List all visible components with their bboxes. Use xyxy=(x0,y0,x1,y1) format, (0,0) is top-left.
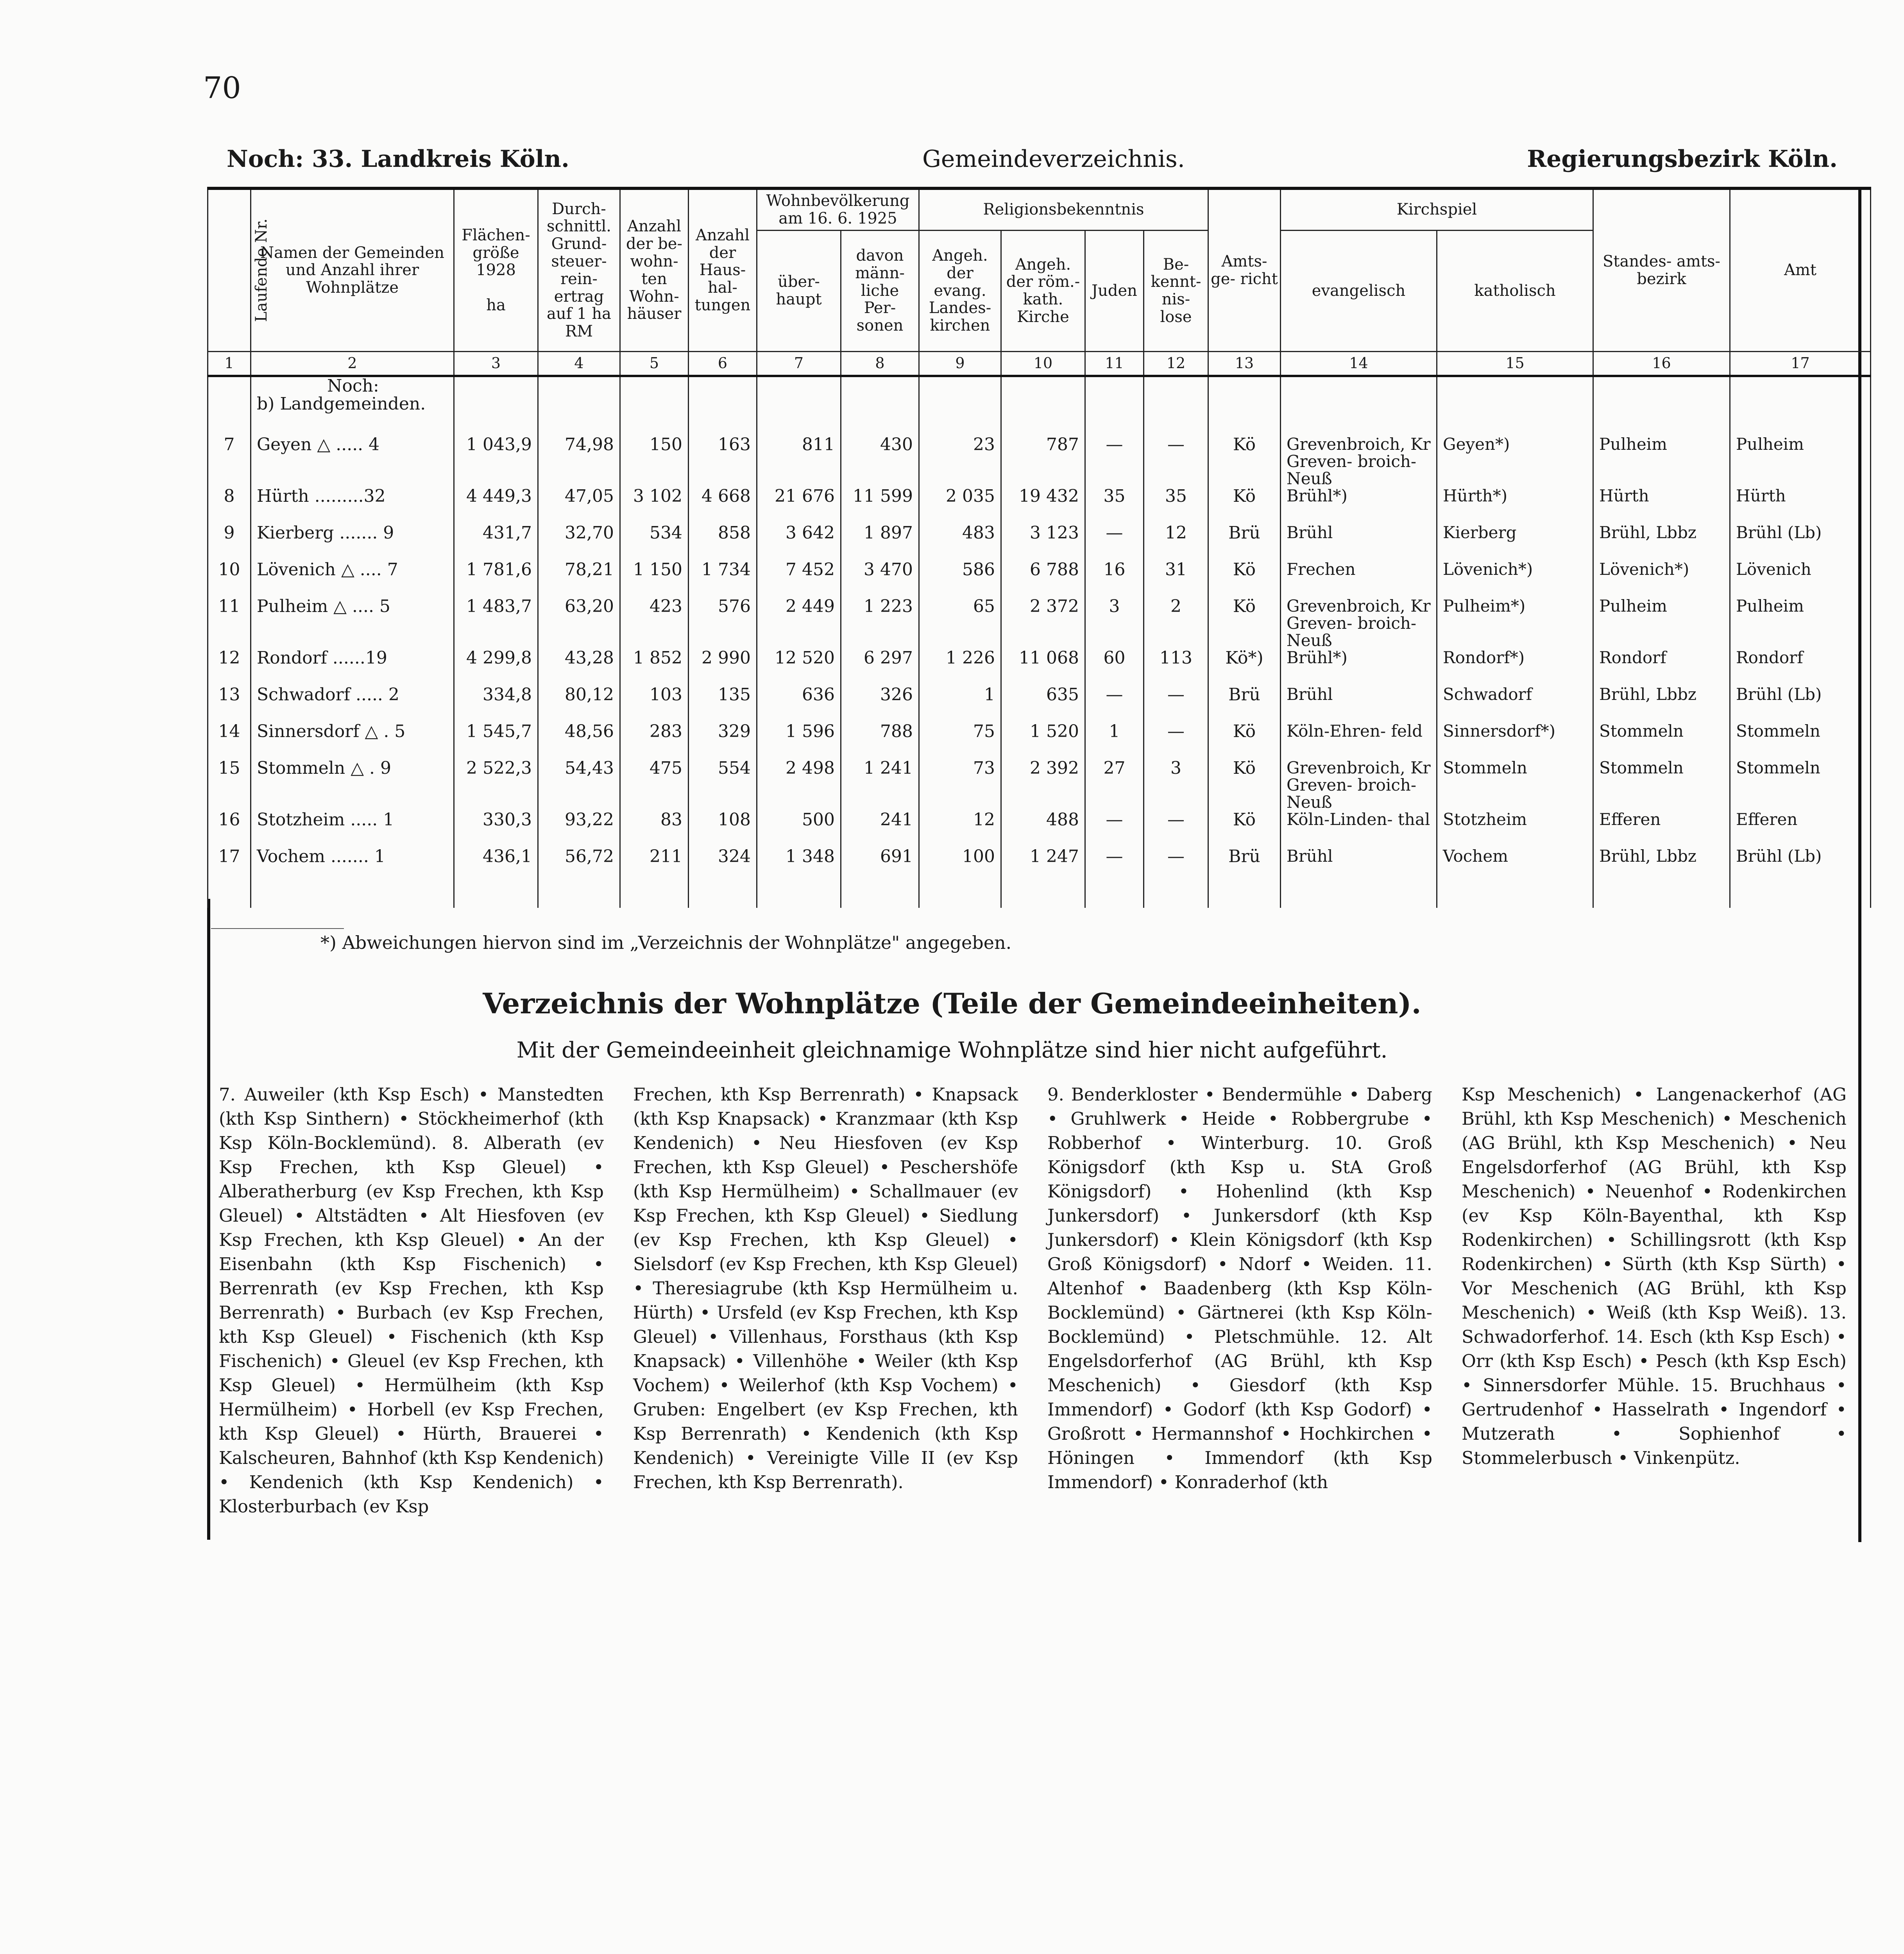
protestants: 100 xyxy=(919,848,1001,884)
protestant-parish: Grevenbroich, Kr Greven- broich-Neuß xyxy=(1281,436,1437,487)
row-number: 10 xyxy=(208,561,251,598)
jews: 16 xyxy=(1085,561,1144,598)
catholic-parish: Stotzheim xyxy=(1437,811,1593,848)
area: 4 449,3 xyxy=(454,487,538,524)
hdr-amtsgericht: Amts- ge- richt xyxy=(1208,188,1281,351)
area: 2 522,3 xyxy=(454,759,538,811)
hdr-grundsteuer: Durch- schnittl. Grund- steuer- rein- ertrag auf 1 ha RM xyxy=(538,188,620,351)
colnum: 4 xyxy=(538,351,620,376)
protestant-parish: Brühl xyxy=(1281,524,1437,561)
registry-district: Lövenich*) xyxy=(1593,561,1730,598)
hdr-evangelisch: evangelisch xyxy=(1281,230,1437,351)
non-denominational: 2 xyxy=(1144,598,1208,649)
office: Brühl (Lb) xyxy=(1730,848,1871,884)
municipality-name: Geyen △ ..... 4 xyxy=(251,436,454,487)
catholic-parish: Stommeln xyxy=(1437,759,1593,811)
colnum: 2 xyxy=(251,351,454,376)
district-court: Kö xyxy=(1208,436,1281,487)
office: Hürth xyxy=(1730,487,1871,524)
households: 324 xyxy=(689,848,757,884)
district-court: Kö xyxy=(1208,759,1281,811)
directory-column-3: 9. Benderkloster • Bendermühle • Daberg • Gruhlwerk • Heide • Robbergrube • Robberhof • Winterburg. 10. Groß Königsdorf (kth Ksp u. StA Groß Königsdorf) • Hohenlind (kth Ksp Junkersdorf) • Junkersdorf (kth Ksp Junkersdorf) • Klein Königsdorf (kth Ksp Groß Königsdorf) • Ndorf • Weiden. 11. Altenhof • Baadenberg (kth Ksp Köln-Bocklemünd) • Gärtnerei (kth Ksp Köln-Bocklemünd) • Pletschmühle. 12. Alt Engelsdorferhof (AG Brühl, kth Ksp Meschenich) • Giesdorf (kth Ksp Immendorf) • Godorf (kth Ksp Godorf) • Großrott • Hermannshof • Hochkirchen • Höningen • Immendorf (kth Ksp Immendorf) • Konraderhof (kth xyxy=(1047,1084,1432,1492)
row-number: 14 xyxy=(208,723,251,759)
hdr-bekenntnislose: Be- kennt- nis- lose xyxy=(1144,230,1208,351)
district-court: Brü xyxy=(1208,686,1281,723)
catholics: 6 788 xyxy=(1001,561,1085,598)
row-number: 17 xyxy=(208,848,251,884)
jews: — xyxy=(1085,436,1144,487)
header-left: Noch: 33. Landkreis Köln. xyxy=(227,145,569,173)
colnum: 7 xyxy=(757,351,841,376)
colnum: 6 xyxy=(689,351,757,376)
table-row xyxy=(208,848,1871,884)
area: 1 483,7 xyxy=(454,598,538,649)
hdr-ueberhaupt: über- haupt xyxy=(757,230,841,351)
protestants: 23 xyxy=(919,436,1001,487)
district-court: Brü xyxy=(1208,848,1281,884)
registry-district: Hürth xyxy=(1593,487,1730,524)
row-number: 7 xyxy=(208,436,251,487)
district-court: Kö xyxy=(1208,487,1281,524)
hdr-haushaltungen: Anzahl der Haus- hal- tungen xyxy=(689,188,757,351)
catholics: 2 372 xyxy=(1001,598,1085,649)
colnum: 9 xyxy=(919,351,1001,376)
protestants: 483 xyxy=(919,524,1001,561)
jews: 1 xyxy=(1085,723,1144,759)
hdr-wohnhaeuser: Anzahl der be- wohn- ten Wohn- häuser xyxy=(620,188,689,351)
houses: 83 xyxy=(620,811,689,848)
row-number: 11 xyxy=(208,598,251,649)
section-label: b) Landgemeinden. xyxy=(257,394,426,414)
male-population: 1 223 xyxy=(841,598,919,649)
table-row xyxy=(208,649,1871,686)
protestant-parish: Grevenbroich, Kr Greven- broich-Neuß xyxy=(1281,598,1437,649)
table-row xyxy=(208,436,1871,487)
municipality-name: Kierberg ....... 9 xyxy=(251,524,454,561)
male-population: 11 599 xyxy=(841,487,919,524)
area: 436,1 xyxy=(454,848,538,884)
households: 554 xyxy=(689,759,757,811)
table-row xyxy=(208,686,1871,723)
protestant-parish: Brühl xyxy=(1281,848,1437,884)
header-right: Regierungsbezirk Köln. xyxy=(1527,145,1838,173)
colnum: 10 xyxy=(1001,351,1085,376)
protestant-parish: Frechen xyxy=(1281,561,1437,598)
office: Brühl (Lb) xyxy=(1730,686,1871,723)
registry-district: Brühl, Lbbz xyxy=(1593,524,1730,561)
protestants: 65 xyxy=(919,598,1001,649)
registry-district: Pulheim xyxy=(1593,436,1730,487)
hdr-religion: Religionsbekenntnis xyxy=(919,188,1208,230)
hdr-laufende-nr: Laufende Nr. xyxy=(208,188,251,351)
tax-yield: 80,12 xyxy=(538,686,620,723)
colnum: 5 xyxy=(620,351,689,376)
row-number: 13 xyxy=(208,686,251,723)
office: Efferen xyxy=(1730,811,1871,848)
colnum: 16 xyxy=(1593,351,1730,376)
jews: 3 xyxy=(1085,598,1144,649)
male-population: 1 241 xyxy=(841,759,919,811)
houses: 103 xyxy=(620,686,689,723)
directory-column-4: Ksp Meschenich) • Langenackerhof (AG Brühl, kth Ksp Meschenich) • Meschenich (AG Brühl, kth Ksp Meschenich) • Neu Engelsdorferhof (AG Brühl, kth Ksp Meschenich) • Neuenhof • Rodenkirchen (ev Ksp Köln-Bayenthal, kth Ksp Rodenkirchen) • Schillingsrott (kth Ksp Rodenkirchen) • Sürth (kth Ksp Sürth) • Vor Meschenich (AG Brühl, kth Ksp Meschenich) • Weiß (kth Ksp Weiß). 13. Schwadorferhof. 14. Esch (kth Ksp Esch) • Orr (kth Ksp Esch) • Pesch (kth Ksp Esch) • Sinnersdorfer Mühle. 15. Bruchhaus • Gertrudenhof • Hasselrath • Ingendorf • Mutzerath • Sophienhof • Stommelerbusch • Vinkenpütz. xyxy=(1462,1084,1847,1468)
office: Pulheim xyxy=(1730,436,1871,487)
population: 500 xyxy=(757,811,841,848)
male-population: 788 xyxy=(841,723,919,759)
tax-yield: 54,43 xyxy=(538,759,620,811)
households: 329 xyxy=(689,723,757,759)
municipality-name: Hürth .........32 xyxy=(251,487,454,524)
population: 811 xyxy=(757,436,841,487)
tax-yield: 63,20 xyxy=(538,598,620,649)
colnum: 1 xyxy=(208,351,251,376)
jews: — xyxy=(1085,686,1144,723)
jews: — xyxy=(1085,524,1144,561)
registry-district: Stommeln xyxy=(1593,759,1730,811)
municipality-name: Sinnersdorf △ . 5 xyxy=(251,723,454,759)
tax-yield: 78,21 xyxy=(538,561,620,598)
area: 1 545,7 xyxy=(454,723,538,759)
hdr-wohnbevoelkerung: Wohnbevölkerung am 16. 6. 1925 xyxy=(757,188,919,230)
households: 163 xyxy=(689,436,757,487)
tax-yield: 93,22 xyxy=(538,811,620,848)
table-row xyxy=(208,598,1871,649)
tax-yield: 48,56 xyxy=(538,723,620,759)
protestant-parish: Brühl xyxy=(1281,686,1437,723)
jews: — xyxy=(1085,848,1144,884)
district-court: Kö xyxy=(1208,598,1281,649)
hdr-kirchspiel: Kirchspiel xyxy=(1281,188,1593,230)
non-denominational: 3 xyxy=(1144,759,1208,811)
catholics: 488 xyxy=(1001,811,1085,848)
non-denominational: 113 xyxy=(1144,649,1208,686)
protestant-parish: Köln-Ehren- feld xyxy=(1281,723,1437,759)
protestant-parish: Brühl*) xyxy=(1281,487,1437,524)
catholic-parish: Schwadorf xyxy=(1437,686,1593,723)
population: 1 348 xyxy=(757,848,841,884)
catholics: 635 xyxy=(1001,686,1085,723)
area: 330,3 xyxy=(454,811,538,848)
colnum: 8 xyxy=(841,351,919,376)
houses: 3 102 xyxy=(620,487,689,524)
non-denominational: 35 xyxy=(1144,487,1208,524)
section-pre: Noch: xyxy=(327,376,379,396)
hdr-juden: Juden xyxy=(1085,230,1144,351)
protestants: 1 xyxy=(919,686,1001,723)
area: 1 781,6 xyxy=(454,561,538,598)
directory-subtitle: Mit der Gemeindeeinheit gleichnamige Wohnplätze sind hier nicht aufgeführt. xyxy=(516,1038,1388,1063)
population: 21 676 xyxy=(757,487,841,524)
office: Stommeln xyxy=(1730,759,1871,811)
male-population: 241 xyxy=(841,811,919,848)
registry-district: Pulheim xyxy=(1593,598,1730,649)
households: 108 xyxy=(689,811,757,848)
jews: 27 xyxy=(1085,759,1144,811)
houses: 283 xyxy=(620,723,689,759)
jews: 60 xyxy=(1085,649,1144,686)
district-court: Brü xyxy=(1208,524,1281,561)
non-denominational: 31 xyxy=(1144,561,1208,598)
office: Pulheim xyxy=(1730,598,1871,649)
catholics: 1 247 xyxy=(1001,848,1085,884)
protestants: 2 035 xyxy=(919,487,1001,524)
jews: — xyxy=(1085,811,1144,848)
municipality-name: Stotzheim ..... 1 xyxy=(251,811,454,848)
colnum: 11 xyxy=(1085,351,1144,376)
office: Brühl (Lb) xyxy=(1730,524,1871,561)
area: 431,7 xyxy=(454,524,538,561)
municipality-name: Rondorf ......19 xyxy=(251,649,454,686)
row-number: 12 xyxy=(208,649,251,686)
protestant-parish: Grevenbroich, Kr Greven- broich-Neuß xyxy=(1281,759,1437,811)
registry-district: Efferen xyxy=(1593,811,1730,848)
houses: 475 xyxy=(620,759,689,811)
catholic-parish: Sinnersdorf*) xyxy=(1437,723,1593,759)
area: 1 043,9 xyxy=(454,436,538,487)
population: 3 642 xyxy=(757,524,841,561)
catholic-parish: Geyen*) xyxy=(1437,436,1593,487)
population: 12 520 xyxy=(757,649,841,686)
tax-yield: 47,05 xyxy=(538,487,620,524)
table-row xyxy=(208,723,1871,759)
municipality-name: Pulheim △ .... 5 xyxy=(251,598,454,649)
table-row xyxy=(208,561,1871,598)
registry-district: Brühl, Lbbz xyxy=(1593,848,1730,884)
protestants: 12 xyxy=(919,811,1001,848)
office: Rondorf xyxy=(1730,649,1871,686)
colnum: 17 xyxy=(1730,351,1871,376)
population: 2 449 xyxy=(757,598,841,649)
male-population: 691 xyxy=(841,848,919,884)
colnum: 13 xyxy=(1208,351,1281,376)
office: Lövenich xyxy=(1730,561,1871,598)
tax-yield: 32,70 xyxy=(538,524,620,561)
hdr-flaeche: Flächen- größe 1928 ha xyxy=(454,188,538,351)
directory-title: Verzeichnis der Wohnplätze (Teile der Gemeindeeinheiten). xyxy=(483,987,1421,1020)
male-population: 1 897 xyxy=(841,524,919,561)
hdr-evang: Angeh. der evang. Landes- kirchen xyxy=(919,230,1001,351)
district-court: Kö xyxy=(1208,561,1281,598)
catholic-parish: Pulheim*) xyxy=(1437,598,1593,649)
hdr-standesamt: Standes- amts- bezirk xyxy=(1593,188,1730,351)
non-denominational: — xyxy=(1144,811,1208,848)
table-row xyxy=(208,759,1871,811)
non-denominational: — xyxy=(1144,686,1208,723)
protestants: 75 xyxy=(919,723,1001,759)
municipality-table xyxy=(207,187,1871,908)
district-court: Kö*) xyxy=(1208,649,1281,686)
area: 334,8 xyxy=(454,686,538,723)
colnum: 14 xyxy=(1281,351,1437,376)
households: 135 xyxy=(689,686,757,723)
households: 1 734 xyxy=(689,561,757,598)
district-court: Kö xyxy=(1208,723,1281,759)
table-row xyxy=(208,811,1871,848)
houses: 1 150 xyxy=(620,561,689,598)
registry-district: Brühl, Lbbz xyxy=(1593,686,1730,723)
catholics: 19 432 xyxy=(1001,487,1085,524)
non-denominational: 12 xyxy=(1144,524,1208,561)
colnum: 15 xyxy=(1437,351,1593,376)
row-number: 8 xyxy=(208,487,251,524)
protestant-parish: Brühl*) xyxy=(1281,649,1437,686)
male-population: 326 xyxy=(841,686,919,723)
municipality-name: Vochem ....... 1 xyxy=(251,848,454,884)
footnote: *) Abweichungen hiervon sind im „Verzeichnis der Wohnplätze" angegeben. xyxy=(320,932,1012,953)
hdr-amt: Amt xyxy=(1730,188,1871,351)
colnum: 12 xyxy=(1144,351,1208,376)
tax-yield: 74,98 xyxy=(538,436,620,487)
table-body xyxy=(208,376,1871,908)
hdr-maennlich: davon männ- liche Per- sonen xyxy=(841,230,919,351)
male-population: 430 xyxy=(841,436,919,487)
population: 636 xyxy=(757,686,841,723)
population: 7 452 xyxy=(757,561,841,598)
registry-district: Rondorf xyxy=(1593,649,1730,686)
catholic-parish: Hürth*) xyxy=(1437,487,1593,524)
row-number: 15 xyxy=(208,759,251,811)
houses: 211 xyxy=(620,848,689,884)
catholics: 11 068 xyxy=(1001,649,1085,686)
catholic-parish: Lövenich*) xyxy=(1437,561,1593,598)
catholic-parish: Rondorf*) xyxy=(1437,649,1593,686)
protestants: 1 226 xyxy=(919,649,1001,686)
colnum: 3 xyxy=(454,351,538,376)
directory-column-2: Frechen, kth Ksp Berrenrath) • Knapsack (kth Ksp Knapsack) • Kranzmaar (kth Ksp Kendenich) • Neu Hiesfoven (ev Ksp Frechen, kth Ksp Gleuel) • Peschershöfe (kth Ksp Hermülheim) • Schallmauer (ev Ksp Frechen, kth Ksp Gleuel) • Siedlung (ev Ksp Frechen, kth Ksp Gleuel) • Sielsdorf (ev Ksp Frechen, kth Ksp Gleuel) • Theresiagrube (kth Ksp Hermülheim u. Hürth) • Ursfeld (ev Ksp Frechen, kth Ksp Gleuel) • Villenhaus, Forsthaus (kth Ksp Knapsack) • Villenhöhe • Weiler (kth Ksp Vochem) • Weilerhof (kth Ksp Vochem) • Gruben: Engelbert (ev Ksp Frechen, kth Ksp Berrenrath) • Kendenich (kth Ksp Kendenich) • Vereinigte Ville II (ev Ksp Frechen, kth Ksp Berrenrath). xyxy=(633,1084,1018,1492)
section-heading xyxy=(251,376,454,436)
district-court: Kö xyxy=(1208,811,1281,848)
population: 1 596 xyxy=(757,723,841,759)
catholic-parish: Kierberg xyxy=(1437,524,1593,561)
row-number: 9 xyxy=(208,524,251,561)
houses: 150 xyxy=(620,436,689,487)
non-denominational: — xyxy=(1144,848,1208,884)
catholics: 2 392 xyxy=(1001,759,1085,811)
jews: 35 xyxy=(1085,487,1144,524)
catholics: 3 123 xyxy=(1001,524,1085,561)
households: 2 990 xyxy=(689,649,757,686)
houses: 1 852 xyxy=(620,649,689,686)
row-number: 16 xyxy=(208,811,251,848)
male-population: 6 297 xyxy=(841,649,919,686)
table-row xyxy=(208,487,1871,524)
hdr-namen: Namen der Gemeinden und Anzahl ihrer Wohnplätze xyxy=(251,188,454,351)
footnote-rule xyxy=(211,928,344,929)
catholic-parish: Vochem xyxy=(1437,848,1593,884)
header-center: Gemeindeverzeichnis. xyxy=(922,145,1185,173)
protestants: 73 xyxy=(919,759,1001,811)
population: 2 498 xyxy=(757,759,841,811)
municipality-name: Schwadorf ..... 2 xyxy=(251,686,454,723)
tax-yield: 56,72 xyxy=(538,848,620,884)
hdr-katholisch: katholisch xyxy=(1437,230,1593,351)
houses: 534 xyxy=(620,524,689,561)
non-denominational: — xyxy=(1144,723,1208,759)
directory-column-1: 7. Auweiler (kth Ksp Esch) • Manstedten (kth Ksp Sinthern) • Stöckheimerhof (kth Ksp Köln-Bocklemünd). 8. Alberath (ev Ksp Frechen, kth Ksp Gleuel) • Alberatherburg (ev Ksp Frechen, kth Ksp Gleuel) • Altstädten • Alt Hiesfoven (ev Ksp Frechen, kth Ksp Gleuel) • An der Eisenbahn (kth Ksp Fischenich) • Berrenrath (ev Ksp Frechen, kth Ksp Berrenrath) • Burbach (ev Ksp Frechen, kth Ksp Gleuel) • Fischenich (kth Ksp Fischenich) • Gleuel (ev Ksp Frechen, kth Ksp Gleuel) • Hermülheim (kth Ksp Hermülheim) • Horbell (ev Ksp Frechen, kth Ksp Gleuel) • Hürth, Brauerei • Kalscheuren, Bahnhof (kth Ksp Kendenich) • Kendenich (kth Ksp Kendenich) • Klosterburbach (ev Ksp xyxy=(219,1084,604,1517)
registry-district: Stommeln xyxy=(1593,723,1730,759)
table-row xyxy=(208,524,1871,561)
houses: 423 xyxy=(620,598,689,649)
households: 576 xyxy=(689,598,757,649)
catholics: 1 520 xyxy=(1001,723,1085,759)
area: 4 299,8 xyxy=(454,649,538,686)
households: 858 xyxy=(689,524,757,561)
male-population: 3 470 xyxy=(841,561,919,598)
tax-yield: 43,28 xyxy=(538,649,620,686)
office: Stommeln xyxy=(1730,723,1871,759)
non-denominational: — xyxy=(1144,436,1208,487)
protestant-parish: Köln-Linden- thal xyxy=(1281,811,1437,848)
households: 4 668 xyxy=(689,487,757,524)
catholics: 787 xyxy=(1001,436,1085,487)
municipality-name: Stommeln △ . 9 xyxy=(251,759,454,811)
page-number: 70 xyxy=(203,70,241,105)
municipality-name: Lövenich △ .... 7 xyxy=(251,561,454,598)
hdr-kath: Angeh. der röm.- kath. Kirche xyxy=(1001,230,1085,351)
protestants: 586 xyxy=(919,561,1001,598)
